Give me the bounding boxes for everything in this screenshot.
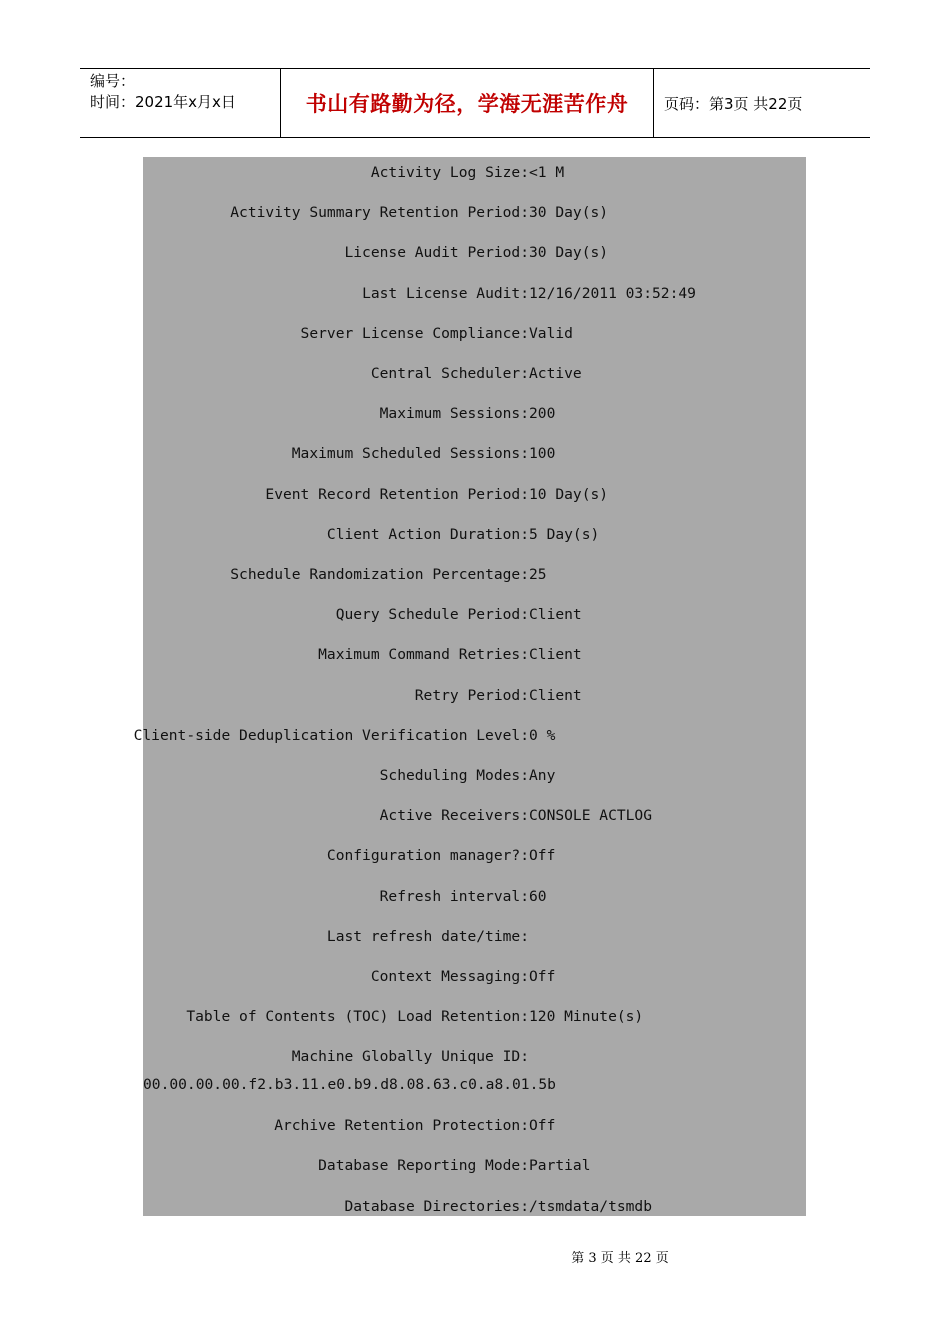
setting-value: CONSOLE ACTLOG bbox=[529, 807, 653, 825]
setting-value: 30 Day(s) bbox=[529, 244, 609, 262]
page-footer bbox=[0, 1247, 950, 1266]
settings-row bbox=[143, 646, 806, 666]
header-motto: 书山有路勤为径，学海无涯苦作舟 bbox=[305, 92, 629, 116]
settings-row bbox=[143, 606, 806, 626]
setting-label: License Audit Period: bbox=[344, 244, 529, 262]
setting-value: 30 Day(s) bbox=[529, 204, 609, 222]
setting-label: Activity Summary Retention Period: bbox=[230, 204, 529, 222]
settings-row bbox=[143, 285, 806, 305]
setting-label: Maximum Command Retries: bbox=[318, 646, 529, 664]
setting-label: Client Action Duration: bbox=[326, 525, 529, 543]
setting-label: Last License Audit: bbox=[362, 284, 529, 302]
setting-label: Archive Retention Protection: bbox=[274, 1117, 529, 1135]
settings-row bbox=[143, 687, 806, 707]
setting-value: 100 bbox=[529, 445, 556, 463]
setting-label: Machine Globally Unique ID: bbox=[291, 1048, 529, 1066]
setting-value: <1 M bbox=[529, 164, 565, 181]
settings-row bbox=[143, 244, 806, 264]
setting-value: Partial bbox=[529, 1157, 591, 1175]
setting-value: Client bbox=[529, 606, 582, 624]
settings-row bbox=[143, 164, 806, 184]
page-header bbox=[80, 68, 870, 138]
setting-label: Active Receivers: bbox=[379, 807, 529, 825]
setting-label: Activity Log Size: bbox=[370, 164, 529, 181]
setting-value-continuation: 00.00.00.00.f2.b3.11.e0.b9.d8.08.63.c0.a8.01.5b bbox=[143, 1076, 556, 1094]
settings-row bbox=[143, 1048, 806, 1068]
settings-row bbox=[143, 767, 806, 787]
settings-row bbox=[143, 888, 806, 908]
settings-row bbox=[143, 1008, 806, 1028]
setting-label: Server License Compliance: bbox=[300, 324, 529, 342]
setting-label: Query Schedule Period: bbox=[335, 606, 529, 624]
setting-value: Client bbox=[529, 686, 582, 704]
setting-label: Event Record Retention Period: bbox=[265, 485, 529, 503]
settings-row bbox=[143, 325, 806, 345]
setting-value: 200 bbox=[529, 405, 556, 423]
setting-label: Client-side Deduplication Verification Level: bbox=[133, 726, 529, 744]
setting-label: Database Reporting Mode: bbox=[318, 1157, 529, 1175]
setting-label: Retry Period: bbox=[414, 686, 529, 704]
settings-row bbox=[143, 807, 806, 827]
header-page-info: 页码：第3页 共22页 bbox=[664, 94, 803, 113]
setting-value: 120 Minute(s) bbox=[529, 1008, 644, 1026]
settings-row bbox=[143, 486, 806, 506]
settings-row bbox=[143, 928, 806, 948]
document-number-label: 编号： bbox=[90, 72, 136, 90]
header-motto-cell bbox=[281, 69, 654, 137]
header-page-info-cell bbox=[654, 69, 870, 137]
setting-value: 12/16/2011 03:52:49 bbox=[529, 284, 696, 302]
settings-row bbox=[133, 726, 806, 747]
setting-value: Off bbox=[529, 1117, 556, 1135]
header-meta bbox=[80, 69, 281, 137]
settings-row bbox=[143, 405, 806, 425]
settings-row bbox=[143, 1117, 806, 1137]
settings-row bbox=[143, 526, 806, 546]
settings-row bbox=[143, 566, 806, 586]
setting-label: Refresh interval: bbox=[379, 887, 529, 905]
setting-value: Active bbox=[529, 365, 582, 382]
setting-value: 25 bbox=[529, 566, 547, 583]
setting-value: Any bbox=[529, 767, 556, 784]
setting-label: Schedule Randomization Percentage: bbox=[230, 566, 529, 583]
setting-value: Valid bbox=[529, 324, 573, 342]
setting-label: Table of Contents (TOC) Load Retention: bbox=[186, 1008, 529, 1026]
server-settings-panel bbox=[133, 157, 806, 1216]
settings-row bbox=[143, 204, 806, 224]
footer-page-number: 第 3 页 共 22 页 bbox=[571, 1251, 669, 1266]
setting-label: Database Directories: bbox=[344, 1197, 529, 1215]
document-date-label: 时间：2021年x月x日 bbox=[90, 93, 236, 111]
setting-value: Off bbox=[529, 968, 556, 985]
setting-value: 60 bbox=[529, 887, 547, 905]
setting-label: Configuration manager?: bbox=[326, 847, 529, 865]
setting-value: /tsmdata/tsmdb bbox=[529, 1197, 653, 1215]
setting-value: Client bbox=[529, 646, 582, 664]
setting-label: Last refresh date/time: bbox=[326, 927, 529, 945]
settings-row bbox=[143, 1157, 806, 1177]
setting-label: Scheduling Modes: bbox=[379, 767, 529, 784]
settings-row bbox=[143, 445, 806, 465]
setting-label: Maximum Scheduled Sessions: bbox=[291, 445, 529, 463]
setting-value: 10 Day(s) bbox=[529, 485, 609, 503]
setting-label: Context Messaging: bbox=[370, 968, 529, 985]
setting-label: Central Scheduler: bbox=[370, 365, 529, 382]
settings-row bbox=[143, 847, 806, 867]
setting-value: Off bbox=[529, 847, 556, 865]
setting-label: Maximum Sessions: bbox=[379, 405, 529, 423]
settings-row bbox=[143, 365, 806, 385]
settings-row bbox=[143, 968, 806, 988]
setting-value: 0 % bbox=[529, 726, 556, 744]
setting-value: 5 Day(s) bbox=[529, 525, 600, 543]
settings-row bbox=[143, 1198, 806, 1218]
